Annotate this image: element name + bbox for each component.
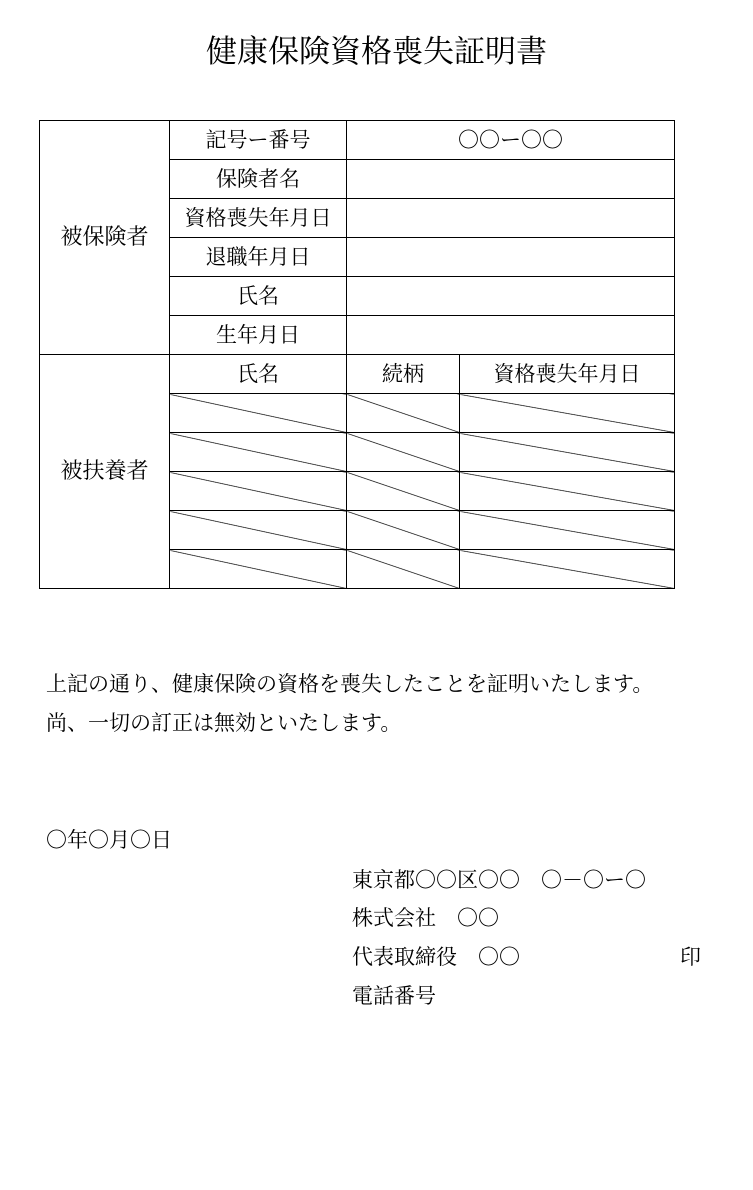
- dependent-relation-cell: [347, 511, 460, 550]
- dependents-header-name: 氏名: [170, 355, 347, 394]
- dependent-name-cell: [170, 550, 347, 589]
- insured-label-birth-date: 生年月日: [170, 316, 347, 355]
- insured-value-number: 〇〇ー〇〇: [347, 121, 675, 160]
- dependent-relation-cell: [347, 472, 460, 511]
- issue-date: 〇年〇月〇日: [46, 828, 172, 852]
- issuer-company: 株式会社 〇〇: [352, 906, 499, 930]
- insured-value-loss-date: [347, 199, 675, 238]
- statement-line-2: 尚、一切の訂正は無効といたします。: [46, 711, 402, 735]
- seal-mark: 印: [680, 945, 701, 969]
- dependent-loss-date-cell: [460, 394, 675, 433]
- dependent-name-cell: [170, 433, 347, 472]
- document-title: 健康保険資格喪失証明書: [206, 34, 547, 70]
- dependent-name-cell: [170, 511, 347, 550]
- insured-label-insurer: 保険者名: [170, 160, 347, 199]
- dependent-relation-cell: [347, 550, 460, 589]
- dependent-name-cell: [170, 472, 347, 511]
- insured-row: [40, 121, 675, 160]
- certificate-table: [39, 120, 675, 589]
- dependents-header-row: [40, 355, 675, 394]
- dependents-group-label: 被扶養者: [40, 355, 170, 589]
- dependent-loss-date-cell: [460, 433, 675, 472]
- dependent-name-cell: [170, 394, 347, 433]
- dependents-header-relation: 続柄: [347, 355, 460, 394]
- statement-line-1: 上記の通り、健康保険の資格を喪失したことを証明いたします。: [46, 672, 654, 696]
- insured-label-retirement-date: 退職年月日: [170, 238, 347, 277]
- dependent-relation-cell: [347, 433, 460, 472]
- insured-value-birth-date: [347, 316, 675, 355]
- insured-group-label: 被保険者: [40, 121, 170, 355]
- insured-value-insurer: [347, 160, 675, 199]
- dependent-loss-date-cell: [460, 550, 675, 589]
- issuer-address: 東京都〇〇区〇〇 〇－〇ー〇: [352, 868, 646, 892]
- insured-value-retirement-date: [347, 238, 675, 277]
- dependents-header-loss-date: 資格喪失年月日: [460, 355, 675, 394]
- dependent-loss-date-cell: [460, 472, 675, 511]
- insured-label-name: 氏名: [170, 277, 347, 316]
- insured-label-loss-date: 資格喪失年月日: [170, 199, 347, 238]
- dependent-relation-cell: [347, 394, 460, 433]
- issuer-phone: 電話番号: [352, 984, 436, 1008]
- issuer-representative: 代表取締役 〇〇: [352, 945, 520, 969]
- insured-label-number: 記号ー番号: [170, 121, 347, 160]
- dependent-loss-date-cell: [460, 511, 675, 550]
- insured-value-name: [347, 277, 675, 316]
